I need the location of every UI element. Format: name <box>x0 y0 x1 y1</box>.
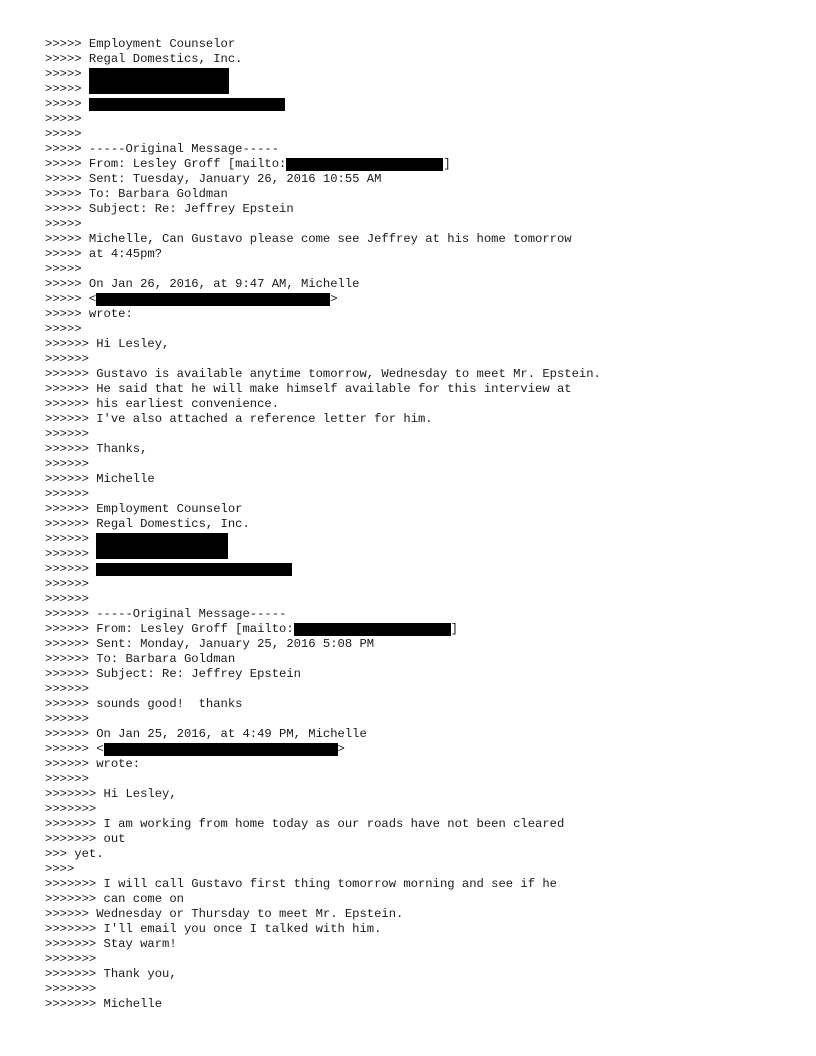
text-line <box>45 682 785 697</box>
text-line <box>45 562 785 577</box>
redaction-bar <box>89 98 285 111</box>
line-text: >>>>>>> I'll email you once I talked with him. <box>45 922 382 936</box>
text-line <box>45 697 785 712</box>
text-line <box>45 832 785 847</box>
text-line <box>45 487 785 502</box>
line-text: >>>>>> Gustavo is available anytime tomorrow, Wednesday to meet Mr. Epstein. <box>45 367 601 381</box>
line-text: >>>>>> <box>45 592 89 606</box>
line-text: >>>>> at 4:45pm? <box>45 247 163 261</box>
line-text: >>>>> Employment Counselor <box>45 37 236 51</box>
text-line <box>45 397 785 412</box>
text-line <box>45 187 785 202</box>
line-text: >>>>> On Jan 26, 2016, at 9:47 AM, Michelle <box>45 277 360 291</box>
text-line <box>45 577 785 592</box>
text-line <box>45 157 785 172</box>
line-text: >>>>>> From: Lesley Groff [mailto: <box>45 622 294 636</box>
text-line <box>45 202 785 217</box>
text-line <box>45 982 785 997</box>
line-text: >>>>> Subject: Re: Jeffrey Epstein <box>45 202 294 216</box>
text-line <box>45 877 785 892</box>
line-text: >>>>>> <box>45 712 89 726</box>
line-text: >>>>> To: Barbara Goldman <box>45 187 228 201</box>
line-text: >>>>> <box>45 322 82 336</box>
text-line <box>45 367 785 382</box>
text-line <box>45 37 785 52</box>
line-text: >>>>>> On Jan 25, 2016, at 4:49 PM, Michelle <box>45 727 367 741</box>
text-line <box>45 997 785 1012</box>
line-text: >>>>> < <box>45 292 97 306</box>
line-text: >>>>> wrote: <box>45 307 133 321</box>
line-text: >>>>>> <box>45 562 97 576</box>
line-text: >>>>>> < <box>45 742 104 756</box>
text-line <box>45 967 785 982</box>
text-line <box>45 787 785 802</box>
text-line <box>45 667 785 682</box>
line-text: > <box>330 292 338 306</box>
line-text: >>>>> <box>45 127 82 141</box>
text-line <box>45 892 785 907</box>
text-line <box>45 592 785 607</box>
text-line <box>45 922 785 937</box>
line-text: >>>>>> Thanks, <box>45 442 148 456</box>
redaction-bar <box>286 158 443 171</box>
line-text: >>>>>> I've also attached a reference letter for him. <box>45 412 433 426</box>
text-line <box>45 607 785 622</box>
text-line <box>45 742 785 757</box>
line-text: >>>>>> <box>45 682 89 696</box>
line-text: >>>>>>> out <box>45 832 126 846</box>
line-text: >>>>>> wrote: <box>45 757 141 771</box>
line-text: >>>>>>> Stay warm! <box>45 937 177 951</box>
redaction-bar <box>104 743 338 756</box>
line-text: >>>>> From: Lesley Groff [mailto: <box>45 157 287 171</box>
line-text: >>>>>> <box>45 532 97 546</box>
text-line <box>45 247 785 262</box>
line-text: >>>>>> Sent: Monday, January 25, 2016 5:08 PM <box>45 637 375 651</box>
text-line <box>45 172 785 187</box>
line-text: >>>> <box>45 862 75 876</box>
text-line <box>45 472 785 487</box>
text-line <box>45 427 785 442</box>
text-line <box>45 937 785 952</box>
email-thread-document <box>45 37 785 1012</box>
line-text: >>>>>> Wednesday or Thursday to meet Mr. Epstein. <box>45 907 404 921</box>
line-text: >>>>>>> I am working from home today as our roads have not been cleared <box>45 817 565 831</box>
line-text: >>>>>> Employment Counselor <box>45 502 243 516</box>
text-line <box>45 757 785 772</box>
line-text: >>>>>> He said that he will make himself available for this interview at <box>45 382 572 396</box>
line-text: >>>>>> Subject: Re: Jeffrey Epstein <box>45 667 301 681</box>
line-text: >>>>>> <box>45 487 89 501</box>
text-line <box>45 217 785 232</box>
line-text: >>>>>> Hi Lesley, <box>45 337 170 351</box>
line-text: >>>>>>> can come on <box>45 892 184 906</box>
text-line <box>45 322 785 337</box>
line-text: >>>>>> sounds good! thanks <box>45 697 243 711</box>
line-text: >>>>> <box>45 217 82 231</box>
text-line <box>45 712 785 727</box>
text-line <box>45 457 785 472</box>
line-text: >>>>>> <box>45 772 89 786</box>
line-text: >>>>>>> Hi Lesley, <box>45 787 177 801</box>
line-text: >>>>> <box>45 82 89 96</box>
text-line <box>45 952 785 967</box>
line-text: ] <box>450 622 458 636</box>
line-text: >>>>>>> I will call Gustavo first thing tomorrow morning and see if he <box>45 877 557 891</box>
redaction-bar <box>96 293 330 306</box>
line-text: >>>>>>> Thank you, <box>45 967 177 981</box>
text-line <box>45 622 785 637</box>
line-text: >>>>>> his earliest convenience. <box>45 397 280 411</box>
text-line <box>45 262 785 277</box>
line-text: >>>>>> <box>45 457 89 471</box>
line-text: >>>>>> <box>45 352 89 366</box>
line-text: ] <box>443 157 451 171</box>
text-line <box>45 337 785 352</box>
text-line <box>45 382 785 397</box>
line-text: >>>>>> <box>45 547 97 561</box>
text-line <box>45 412 785 427</box>
line-text: >>>>> <box>45 112 82 126</box>
text-line <box>45 517 785 532</box>
line-text: >>>>>>> <box>45 952 97 966</box>
line-text: >>> yet. <box>45 847 104 861</box>
text-line <box>45 532 785 547</box>
line-text: >>>>>> Regal Domestics, Inc. <box>45 517 250 531</box>
line-text: >>>>> <box>45 97 89 111</box>
line-text: >>>>>>> <box>45 982 97 996</box>
redaction-bar <box>294 623 451 636</box>
text-line <box>45 862 785 877</box>
text-line <box>45 652 785 667</box>
text-line <box>45 97 785 112</box>
text-line <box>45 142 785 157</box>
line-text: >>>>> Regal Domestics, Inc. <box>45 52 243 66</box>
text-line <box>45 127 785 142</box>
line-text: >>>>>> <box>45 577 89 591</box>
line-text: >>>>> <box>45 67 89 81</box>
text-line <box>45 907 785 922</box>
line-text: >>>>> Sent: Tuesday, January 26, 2016 10:55 AM <box>45 172 382 186</box>
redaction-bar <box>96 533 228 559</box>
text-line <box>45 292 785 307</box>
line-text: > <box>337 742 345 756</box>
text-line <box>45 277 785 292</box>
text-line <box>45 727 785 742</box>
text-line <box>45 637 785 652</box>
text-line <box>45 772 785 787</box>
text-line <box>45 802 785 817</box>
text-line <box>45 352 785 367</box>
redaction-bar <box>89 68 229 94</box>
line-text: >>>>>> -----Original Message----- <box>45 607 287 621</box>
text-line <box>45 232 785 247</box>
line-text: >>>>> -----Original Message----- <box>45 142 280 156</box>
text-line <box>45 52 785 67</box>
line-text: >>>>> Michelle, Can Gustavo please come see Jeffrey at his home tomorrow <box>45 232 572 246</box>
text-line <box>45 112 785 127</box>
text-line <box>45 307 785 322</box>
line-text: >>>>> <box>45 262 82 276</box>
text-line <box>45 67 785 82</box>
line-text: >>>>>> To: Barbara Goldman <box>45 652 236 666</box>
redaction-bar <box>96 563 292 576</box>
text-line <box>45 847 785 862</box>
line-text: >>>>>>> Michelle <box>45 997 163 1011</box>
line-text: >>>>>> Michelle <box>45 472 155 486</box>
text-line <box>45 502 785 517</box>
line-text: >>>>>>> <box>45 802 97 816</box>
line-text: >>>>>> <box>45 427 89 441</box>
text-line <box>45 442 785 457</box>
text-line <box>45 817 785 832</box>
